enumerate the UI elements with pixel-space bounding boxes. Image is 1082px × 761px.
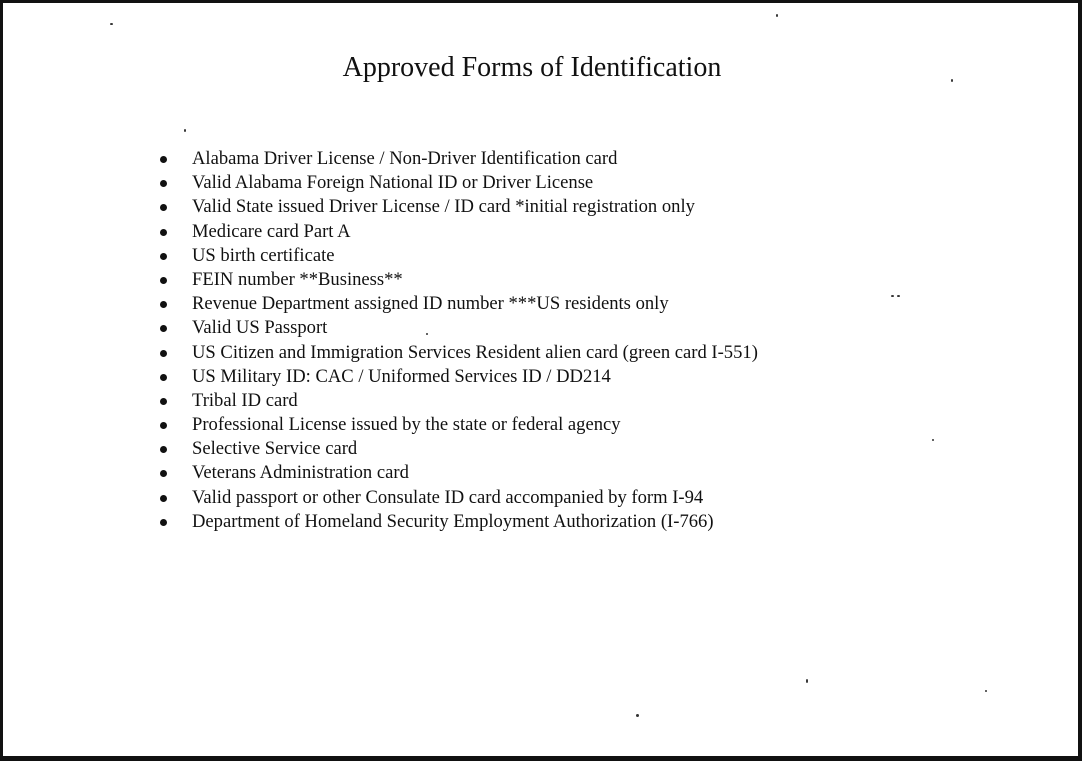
- scan-speck: [110, 23, 113, 25]
- list-item-text: Valid Alabama Foreign National ID or Driver License: [192, 172, 594, 194]
- bullet-icon: [160, 277, 167, 284]
- bullet-icon: [160, 350, 167, 357]
- list-item-text: Selective Service card: [192, 438, 358, 460]
- scan-speck: [891, 295, 894, 297]
- scan-speck: [184, 129, 186, 132]
- list-item-text: Valid passport or other Consulate ID card accompanied by form I-94: [192, 486, 704, 508]
- bullet-icon: [160, 301, 167, 308]
- list-item-text: Department of Homeland Security Employment Authorization (I-766): [192, 510, 714, 532]
- bullet-icon: [160, 374, 167, 381]
- bullet-icon: [160, 422, 167, 429]
- list-item-text: Revenue Department assigned ID number ***US residents only: [192, 293, 669, 315]
- scan-speck: [897, 295, 900, 297]
- bullet-icon: [160, 204, 167, 211]
- bullet-icon: [160, 156, 167, 163]
- scan-speck: [806, 679, 808, 683]
- bullet-icon: [160, 398, 167, 405]
- scan-speck: [932, 439, 934, 441]
- bullet-icon: [160, 519, 167, 526]
- page-title: Approved Forms of Identification: [342, 52, 722, 83]
- list-item-text: Veterans Administration card: [192, 462, 409, 484]
- list-item-text: US Military ID: CAC / Uniformed Services ID / DD214: [192, 365, 611, 387]
- list-item-text: Valid State issued Driver License / ID card *initial registration only: [192, 196, 695, 218]
- bullet-icon: [160, 180, 167, 187]
- list-item-text: Professional License issued by the state or federal agency: [192, 414, 621, 436]
- bullet-icon: [160, 229, 167, 236]
- scan-speck: [776, 14, 778, 17]
- bullet-icon: [160, 446, 167, 453]
- bullet-icon: [160, 495, 167, 502]
- list-item-text: Tribal ID card: [192, 389, 298, 411]
- list-item-text: Medicare card Part A: [192, 220, 351, 242]
- list-item-text: Valid US Passport: [192, 317, 328, 339]
- bullet-icon: [160, 325, 167, 332]
- bullet-icon: [160, 470, 167, 477]
- list-item-text: FEIN number **Business**: [192, 268, 403, 290]
- list-item-text: US birth certificate: [192, 244, 335, 266]
- scan-speck: [636, 714, 639, 717]
- list-item-text: Alabama Driver License / Non-Driver Identification card: [192, 148, 618, 169]
- scan-speck: [426, 333, 428, 335]
- list-item-text: US Citizen and Immigration Services Resident alien card (green card I-551): [192, 341, 758, 363]
- scan-speck: [951, 79, 953, 82]
- scan-speck: [985, 690, 987, 692]
- bullet-icon: [160, 253, 167, 260]
